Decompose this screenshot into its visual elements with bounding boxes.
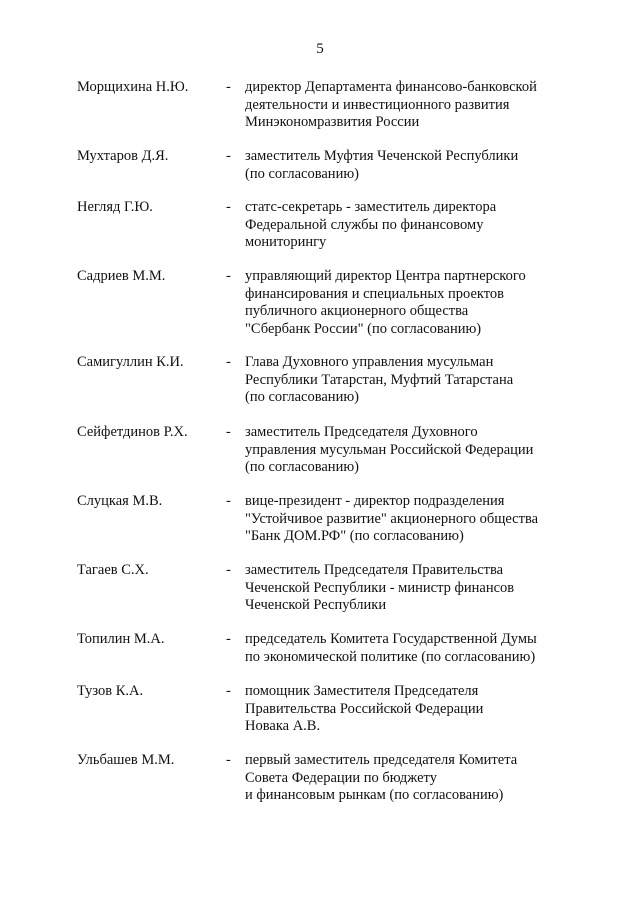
member-role — [245, 354, 575, 407]
role-line: вице-президент - директор подразделения — [245, 493, 505, 509]
separator-dash: - — [226, 79, 231, 95]
role-line: по экономической политике (по согласованию) — [245, 648, 536, 665]
member-role — [245, 79, 575, 132]
separator-dash: - — [226, 148, 231, 164]
role-line: заместитель Муфтия Чеченской Республики — [245, 148, 519, 164]
role-line: (по согласованию) — [245, 459, 359, 475]
role-line: управляющий директор Центра партнерского — [245, 268, 526, 284]
role-line: мониторингу — [245, 234, 327, 250]
role-line: Чеченской Республики — [245, 597, 387, 613]
member-role — [245, 562, 575, 615]
separator-dash: - — [226, 424, 231, 440]
role-line: финансирования и специальных проектов — [245, 285, 505, 302]
role-line: (по согласованию) — [245, 165, 359, 182]
page-number: 5 — [316, 41, 324, 57]
role-line: публичного акционерного общества — [245, 303, 469, 319]
separator-dash: - — [226, 683, 231, 699]
member-role — [245, 683, 575, 736]
separator-dash: - — [226, 493, 231, 509]
separator-dash: - — [226, 268, 231, 284]
role-line: Республики Татарстан, Муфтий Татарстана — [245, 371, 514, 388]
member-role — [245, 493, 575, 546]
member-name: Тузов К.А. — [77, 683, 144, 699]
member-name: Мухтаров Д.Я. — [77, 148, 169, 164]
role-line: заместитель Председателя Правительства — [245, 562, 504, 578]
role-line: Совета Федерации по бюджету — [245, 769, 437, 786]
member-name: Слуцкая М.В. — [77, 493, 163, 509]
role-line: управления мусульман Российской Федерации — [245, 441, 534, 458]
role-line: "Сбербанк России" (по согласованию) — [245, 320, 482, 337]
role-line: Федеральной службы по финансовому — [245, 216, 484, 233]
member-name: Ульбашев М.М. — [77, 752, 175, 768]
role-line: статс-секретарь - заместитель директора — [245, 199, 497, 215]
role-line: Минэкономразвития России — [245, 114, 420, 130]
role-line: Новака А.В. — [245, 718, 321, 734]
member-name: Тагаев С.Х. — [77, 562, 149, 578]
member-name: Негляд Г.Ю. — [77, 199, 153, 215]
role-line: (по согласованию) — [245, 389, 359, 405]
role-line: помощник Заместителя Председателя — [245, 683, 479, 699]
separator-dash: - — [226, 354, 231, 370]
member-role — [245, 631, 575, 666]
member-name: Морщихина Н.Ю. — [77, 79, 189, 95]
member-role — [245, 424, 575, 477]
member-role — [245, 752, 575, 805]
role-line: "Устойчивое развитие" акционерного общества — [245, 510, 539, 527]
member-name: Сейфетдинов Р.Х. — [77, 424, 188, 440]
role-line: Правительства Российской Федерации — [245, 700, 484, 717]
member-name: Самигуллин К.И. — [77, 354, 184, 370]
separator-dash: - — [226, 562, 231, 578]
separator-dash: - — [226, 199, 231, 215]
member-role — [245, 199, 575, 252]
role-line: и финансовым рынкам (по согласованию) — [245, 787, 504, 803]
role-line: председатель Комитета Государственной Думы — [245, 631, 537, 647]
separator-dash: - — [226, 752, 231, 768]
role-line: первый заместитель председателя Комитета — [245, 752, 518, 768]
member-role — [245, 268, 575, 338]
member-name: Садриев М.М. — [77, 268, 166, 284]
role-line: заместитель Председателя Духовного — [245, 424, 478, 440]
member-role — [245, 148, 575, 183]
member-name: Топилин М.А. — [77, 631, 165, 647]
role-line: деятельности и инвестиционного развития — [245, 96, 510, 113]
role-line: Глава Духовного управления мусульман — [245, 354, 494, 370]
role-line: "Банк ДОМ.РФ" (по согласованию) — [245, 528, 464, 544]
role-line: директор Департамента финансово-банковской — [245, 79, 537, 95]
role-line: Чеченской Республики - министр финансов — [245, 579, 515, 596]
separator-dash: - — [226, 631, 231, 647]
